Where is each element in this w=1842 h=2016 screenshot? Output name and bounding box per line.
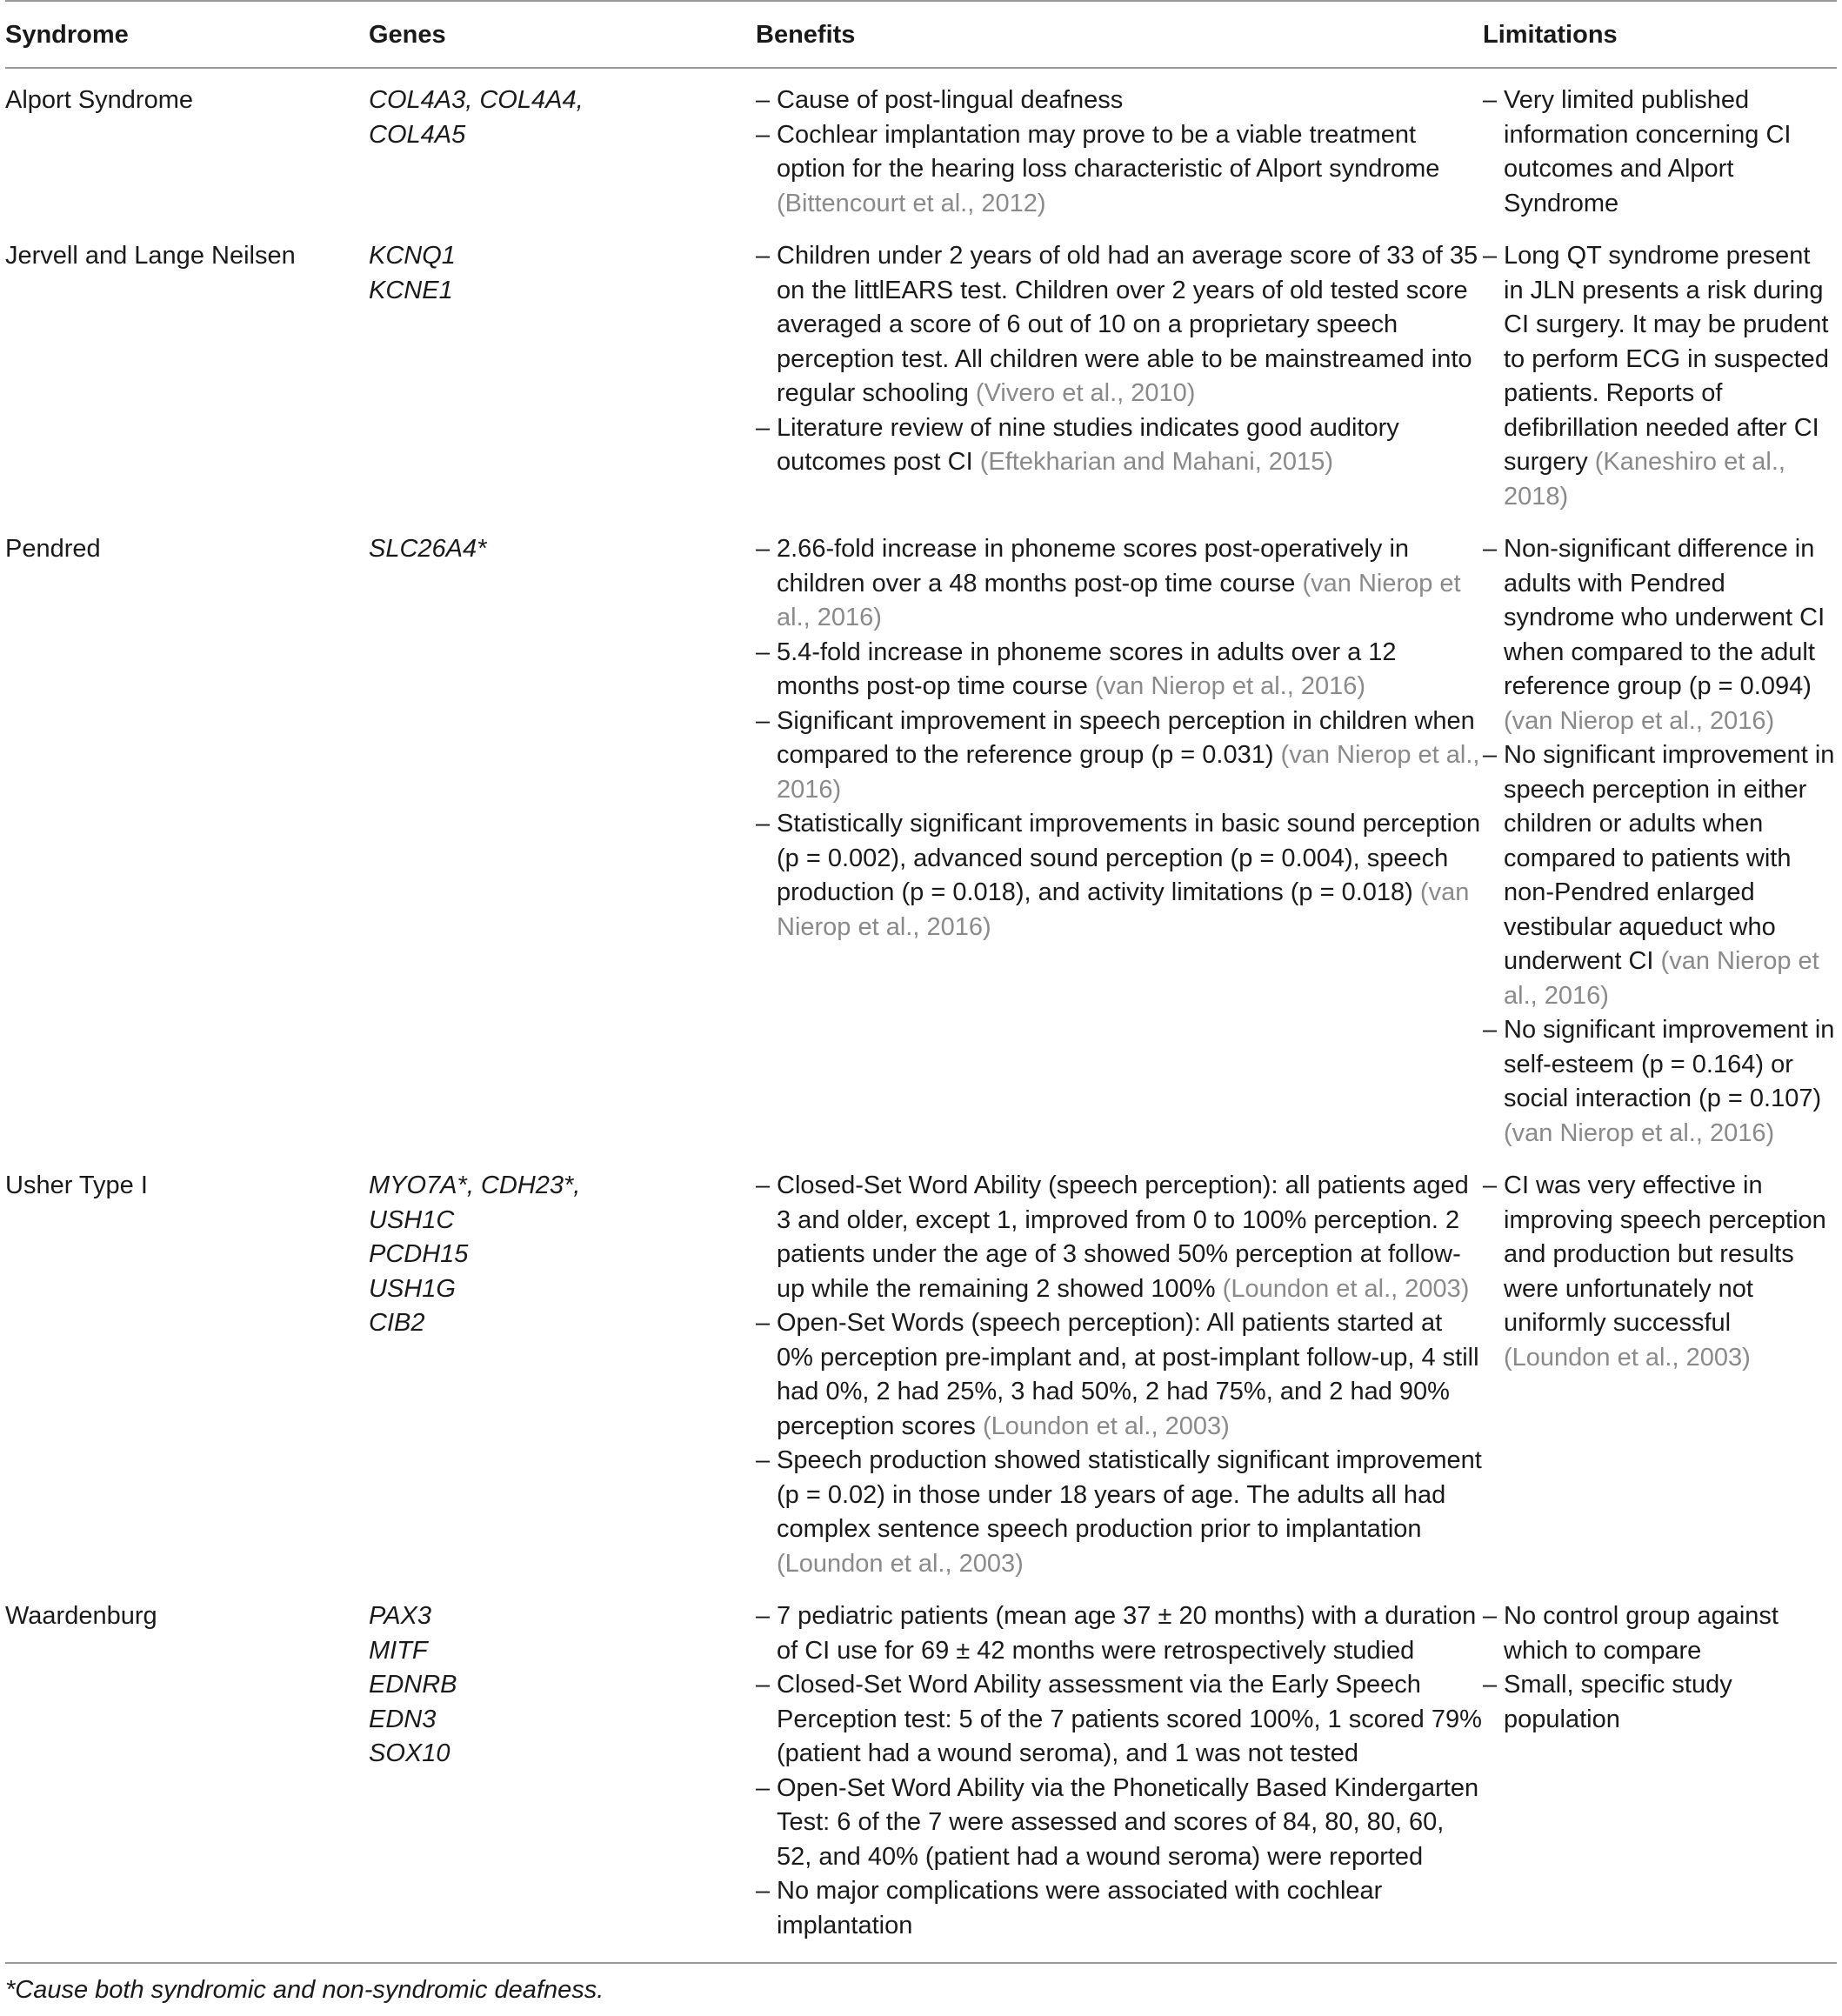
citation-link[interactable]: (van Nierop et al., 2016) (777, 741, 1480, 804)
benefit-item (756, 1599, 1483, 1668)
item-text: Non-significant difference in adults with Pendred syndrome who underwent CI when compared to the adult reference group (p = 0.094) (1504, 535, 1825, 700)
citation-link[interactable]: (Kaneshiro et al., 2018) (1504, 448, 1785, 511)
item-text: Speech production showed statistically significant improvement (p = 0.02) in those under 18 years of age. The adults all had complex sentence speech production prior to implantation (777, 1446, 1482, 1543)
item-text: No control group against which to compare (1504, 1602, 1779, 1665)
limitation-item (1483, 1013, 1837, 1151)
item-text: CI was very effective in improving speech perception and production but results were unfortunately not uniformly successful (1504, 1172, 1826, 1337)
table-header-row (5, 1, 1837, 68)
dash-bullet-icon: – (1483, 1172, 1498, 1199)
item-text: Small, specific study population (1504, 1671, 1732, 1733)
benefits-list (756, 532, 1483, 945)
citation-link[interactable]: (Loundon et al., 2003) (1222, 1274, 1470, 1303)
gene-line: COL4A5 (369, 120, 466, 149)
limitations-cell (1483, 68, 1837, 228)
table-row (5, 68, 1837, 228)
table-footnote: *Cause both syndromic and non-syndromic deafness. (5, 1976, 604, 2004)
dash-bullet-icon: – (756, 242, 771, 270)
gene-line: MITF (369, 1636, 428, 1665)
genes-cell (369, 1588, 756, 1962)
item-text: 2.66-fold increase in phoneme scores post-operatively in children over a 48 months post-op time course (777, 535, 1410, 597)
benefit-item (756, 636, 1483, 704)
citation-link[interactable]: (Loundon et al., 2003) (982, 1412, 1230, 1440)
dash-bullet-icon: – (756, 706, 771, 735)
gene-line: KCNE1 (369, 276, 453, 304)
limitation-item (1483, 1599, 1837, 1668)
citation-link[interactable]: (van Nierop et al., 2016) (1504, 1118, 1775, 1147)
limitation-item (1483, 1668, 1837, 1737)
table-row (5, 1158, 1837, 1588)
dash-bullet-icon: – (1483, 1602, 1498, 1630)
benefit-item (756, 83, 1483, 118)
benefits-cell (756, 1588, 1483, 1962)
benefit-item (756, 1668, 1483, 1772)
citation-link[interactable]: (van Nierop et al., 2016) (1504, 947, 1819, 1010)
benefits-list (756, 83, 1483, 221)
dash-bullet-icon: – (756, 1773, 771, 1802)
citation-link[interactable]: (van Nierop et al., 2016) (1504, 706, 1775, 735)
benefits-cell (756, 1158, 1483, 1588)
benefits-list (756, 1599, 1483, 1943)
dash-bullet-icon: – (1483, 242, 1498, 270)
limitations-cell (1483, 521, 1837, 1158)
item-text: Very limited published information concerning CI outcomes and Alport Syndrome (1504, 86, 1792, 217)
benefits-cell (756, 521, 1483, 1158)
dash-bullet-icon: – (756, 1671, 771, 1699)
citation-link[interactable]: (Eftekharian and Mahani, 2015) (979, 448, 1333, 476)
gene-line: SOX10 (369, 1739, 450, 1767)
gene-line: USH1C (369, 1205, 455, 1234)
header-genes: Genes (369, 1, 756, 68)
item-text: No significant improvement in speech perception in either children or adults when compared to patients with non-Pendred enlarged vestibular aqueduct who underwent CI (1504, 741, 1835, 975)
gene-line: SLC26A4* (369, 535, 487, 563)
dash-bullet-icon: – (756, 1877, 771, 1905)
limitations-list (1483, 1169, 1837, 1375)
item-text: Long QT syndrome present in JLN presents a risk during CI surgery. It may be prudent to perform ECG in suspected patients. Reports of defibrillation needed after CI surgery (1504, 242, 1829, 476)
gene-line: PCDH15 (369, 1240, 469, 1268)
table-bottom-rule (5, 1962, 1837, 1964)
gene-line: CIB2 (369, 1309, 425, 1337)
item-text: Cause of post-lingual deafness (777, 86, 1124, 114)
dash-bullet-icon: – (1483, 741, 1498, 769)
gene-line: KCNQ1 (369, 242, 456, 270)
dash-bullet-icon: – (756, 86, 771, 114)
dash-bullet-icon: – (756, 1602, 771, 1630)
benefits-cell (756, 228, 1483, 521)
limitations-cell (1483, 1588, 1837, 1962)
header-limitations: Limitations (1483, 1, 1837, 68)
item-text: Closed-Set Word Ability assessment via the Early Speech Perception test: 5 of the 7 patients scored 100%, 1 scored 79% (patient had a wound seroma), and 1 was not tested (777, 1671, 1482, 1767)
header-syndrome: Syndrome (5, 1, 369, 68)
citation-link[interactable]: (Bittencourt et al., 2012) (777, 189, 1046, 217)
benefit-item (756, 118, 1483, 222)
dash-bullet-icon: – (1483, 1671, 1498, 1699)
limitations-cell (1483, 1158, 1837, 1588)
citation-link[interactable]: (van Nierop et al., 2016) (777, 878, 1470, 941)
gene-line: COL4A3, COL4A4, (369, 86, 584, 114)
item-text: No significant improvement in self-esteem (p = 0.164) or social interaction (p = 0.107) (1504, 1016, 1835, 1112)
item-text: Children under 2 years of old had an average score of 33 of 35 on the littlEARS test. Children over 2 years of old tested score averaged a score of 6 out of 10 on a proprietary speech perception test. All children were able to be mainstreamed into regular schooling (777, 242, 1478, 407)
limitation-item (1483, 1169, 1837, 1375)
syndrome-cell: Alport Syndrome (5, 86, 193, 114)
table-row (5, 1588, 1837, 1962)
gene-line: PAX3 (369, 1602, 432, 1630)
table-row (5, 521, 1837, 1158)
gene-line: USH1G (369, 1274, 456, 1303)
syndrome-cell: Waardenburg (5, 1602, 157, 1630)
benefits-cell (756, 68, 1483, 228)
gene-line: MYO7A*, CDH23*, (369, 1172, 581, 1199)
header-benefits: Benefits (756, 1, 1483, 68)
syndrome-cell: Jervell and Lange Neilsen (5, 242, 296, 270)
dash-bullet-icon: – (756, 1309, 771, 1337)
citation-link[interactable]: (Loundon et al., 2003) (777, 1549, 1024, 1578)
item-text: 7 pediatric patients (mean age 37 ± 20 months) with a duration of CI use for 69 ± 42 months were retrospectively studied (777, 1602, 1477, 1665)
dash-bullet-icon: – (1483, 535, 1498, 563)
benefit-item (756, 411, 1483, 480)
dash-bullet-icon: – (756, 638, 771, 666)
citation-link[interactable]: (Vivero et al., 2010) (975, 379, 1196, 407)
benefit-item (756, 1169, 1483, 1306)
limitation-item (1483, 239, 1837, 514)
limitations-cell (1483, 228, 1837, 521)
limitation-item (1483, 738, 1837, 1013)
dash-bullet-icon: – (756, 1172, 771, 1199)
limitation-item (1483, 532, 1837, 738)
item-text: Closed-Set Word Ability (speech perception): all patients aged 3 and older, except 1, improved from 0 to 100% perception. 2 patients under the age of 3 showed 50% perception at follow-up while the remaining 2 showed 100% (777, 1172, 1469, 1303)
syndrome-cell: Usher Type I (5, 1172, 148, 1199)
benefit-item (756, 532, 1483, 636)
item-text: 5.4-fold increase in phoneme scores in adults over a 12 months post-op time course (777, 638, 1397, 700)
benefit-item (756, 1444, 1483, 1581)
benefit-item (756, 807, 1483, 945)
benefit-item (756, 1874, 1483, 1943)
benefit-item (756, 1772, 1483, 1875)
dash-bullet-icon: – (1483, 1016, 1498, 1044)
genes-cell (369, 1158, 756, 1588)
item-text: Open-Set Words (speech perception): All patients started at 0% perception pre-implant and, at post-implant follow-up, 4 still had 0%, 2 had 25%, 3 had 50%, 2 had 75%, and 2 had 90% perception scores (777, 1309, 1479, 1440)
citation-link[interactable]: (van Nierop et al., 2016) (777, 569, 1461, 631)
dash-bullet-icon: – (756, 120, 771, 149)
benefit-item (756, 239, 1483, 411)
table-body (5, 68, 1837, 1962)
dash-bullet-icon: – (756, 535, 771, 563)
genes-cell (369, 228, 756, 521)
item-text: Cochlear implantation may prove to be a viable treatment option for the hearing loss characteristic of Alport syndrome (777, 120, 1440, 183)
genes-cell (369, 521, 756, 1158)
benefit-item (756, 704, 1483, 808)
citation-link[interactable]: (van Nierop et al., 2016) (1094, 672, 1366, 700)
dash-bullet-icon: – (756, 1446, 771, 1474)
citation-link[interactable]: (Loundon et al., 2003) (1504, 1343, 1751, 1372)
dash-bullet-icon: – (756, 810, 771, 838)
syndrome-cell: Pendred (5, 535, 101, 563)
limitations-list (1483, 1599, 1837, 1737)
dash-bullet-icon: – (1483, 86, 1498, 114)
table-row (5, 228, 1837, 521)
dash-bullet-icon: – (756, 413, 771, 442)
item-text: Statistically significant improvements in basic sound perception (p = 0.002), advanced sound perception (p = 0.004), speech production (p = 0.018), and activity limitations (p = 0.018) (777, 810, 1481, 906)
gene-line: EDN3 (369, 1705, 437, 1733)
syndrome-table (5, 0, 1837, 1962)
benefits-list (756, 1169, 1483, 1581)
benefits-list (756, 239, 1483, 480)
gene-line: EDNRB (369, 1671, 457, 1699)
item-text: No major complications were associated with cochlear implantation (777, 1877, 1383, 1939)
limitations-list (1483, 83, 1837, 221)
benefit-item (756, 1306, 1483, 1444)
limitations-list (1483, 532, 1837, 1151)
limitation-item (1483, 83, 1837, 221)
genes-cell (369, 68, 756, 228)
item-text: Open-Set Word Ability via the Phonetically Based Kindergarten Test: 6 of the 7 were assessed and scores of 84, 80, 80, 60, 52, and 40% (patient had a wound seroma) were reported (777, 1773, 1479, 1871)
item-text: Significant improvement in speech perception in children when compared to the reference group (p = 0.031) (777, 706, 1475, 769)
item-text: Literature review of nine studies indicates good auditory outcomes post CI (777, 413, 1399, 476)
limitations-list (1483, 239, 1837, 514)
